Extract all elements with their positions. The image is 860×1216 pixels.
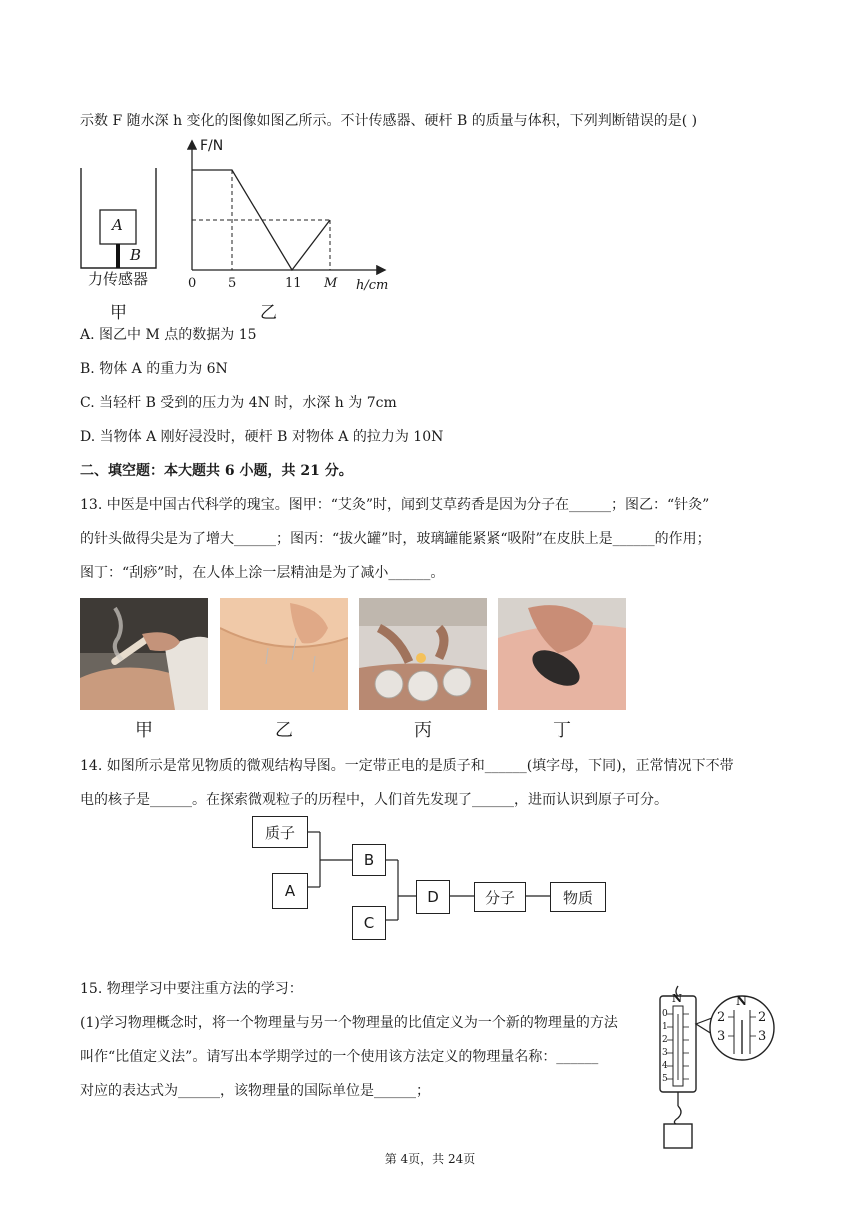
scale-tick-4: 4 xyxy=(662,1061,668,1071)
zoom-left-3: 3 xyxy=(717,1029,726,1044)
q15-line-1: 15. 物理学习中要注重方法的学习： xyxy=(80,981,303,997)
q13-line-3: 图丁：“刮痧”时，在人体上涂一层精油是为了减小______。 xyxy=(80,565,445,581)
box-proton: 质子 xyxy=(252,816,308,848)
figure-yi-graph xyxy=(180,136,400,296)
option-c: C. 当轻杆 B 受到的压力为 4N 时，水深 h 为 7cm xyxy=(80,395,397,411)
figure-yi-caption: 乙 xyxy=(260,303,277,323)
caption-jia: 甲 xyxy=(135,720,153,741)
box-b: B xyxy=(352,844,386,876)
zoom-right-2: 2 xyxy=(758,1010,767,1025)
scale-tick-1: 1 xyxy=(662,1022,668,1032)
spring-scale-figure xyxy=(654,984,786,1152)
q14-line-2: 电的核子是______。在探索微观粒子的历程中，人们首先发现了______，进而认识到原子可分。 xyxy=(80,792,668,808)
caption-yi: 乙 xyxy=(275,720,293,741)
q13-line-2: 的针头做得尖是为了增大______；图丙：“拔火罐”时，玻璃罐能紧紧“吸附”在皮肤上是______的作用； xyxy=(80,531,711,547)
q15-line-2: (1)学习物理概念时，将一个物理量与另一个物理量的比值定义为一个新的物理量的方法 xyxy=(80,1015,618,1031)
scale-ticks-left xyxy=(662,1008,668,1086)
box-molecule: 分子 xyxy=(474,882,526,912)
x-axis-label: h/cm xyxy=(356,278,389,293)
box-c: C xyxy=(352,906,386,940)
tick-0: 0 xyxy=(188,276,197,291)
option-d: D. 当物体 A 刚好浸没时，硬杆 B 对物体 A 的拉力为 10N xyxy=(80,429,444,445)
q13-line-1: 13. 中医是中国古代科学的瑰宝。图甲：“艾灸”时，闻到艾草药香是因为分子在______；图乙：“针灸” xyxy=(80,497,710,513)
q15-line-4: 对应的表达式为______，该物理量的国际单位是______； xyxy=(80,1083,430,1099)
force-sensor-label: 力传感器 xyxy=(88,270,149,288)
rod-b-label: B xyxy=(130,246,142,264)
photo-moxibustion xyxy=(80,598,208,710)
tick-11: 11 xyxy=(285,276,302,291)
page-footer: 第 4页，共 24页 xyxy=(384,1152,476,1166)
box-d: D xyxy=(416,880,450,914)
scale-unit: N xyxy=(672,992,683,1005)
f-h-graph xyxy=(180,136,400,296)
figure-jia-caption: 甲 xyxy=(110,303,127,323)
photo-guasha xyxy=(498,598,626,710)
q14-line-1: 14. 如图所示是常见物质的微观结构导图。一定带正电的是质子和______(填字母，下同)，正常情况下不带 xyxy=(80,758,734,774)
box-matter: 物质 xyxy=(550,882,606,912)
figure-jia xyxy=(78,160,168,290)
section-heading: 二、填空题：本大题共 6 小题，共 21 分。 xyxy=(80,463,353,479)
zoom-left-2: 2 xyxy=(717,1010,726,1025)
caption-bing: 丙 xyxy=(414,720,432,741)
zoom-right-3: 3 xyxy=(758,1029,767,1044)
scale-tick-3: 3 xyxy=(662,1048,668,1058)
option-a: A. 图乙中 M 点的数据为 15 xyxy=(80,327,257,343)
caption-ding: 丁 xyxy=(553,720,571,741)
block-a-label: A xyxy=(112,216,123,234)
tick-m: M xyxy=(324,276,338,291)
zoom-unit: N xyxy=(736,994,747,1008)
scale-tick-0: 0 xyxy=(662,1009,668,1019)
structure-diagram xyxy=(250,812,610,944)
tick-5: 5 xyxy=(228,276,237,291)
scale-tick-5: 5 xyxy=(662,1074,668,1084)
q12-stem: 示数 F 随水深 h 变化的图像如图乙所示。不计传感器、硬杆 B 的质量与体积，下列判断错误的是( ) xyxy=(80,113,698,129)
q15-line-3: 叫作“比值定义法”。请写出本学期学过的一个使用该方法定义的物理量名称：______ xyxy=(80,1049,599,1065)
y-axis-label: F/N xyxy=(200,138,224,154)
photo-acupuncture xyxy=(220,598,348,710)
scale-tick-2: 2 xyxy=(662,1035,668,1045)
option-b: B. 物体 A 的重力为 6N xyxy=(80,361,228,377)
photo-cupping xyxy=(359,598,487,710)
box-a: A xyxy=(272,873,308,909)
